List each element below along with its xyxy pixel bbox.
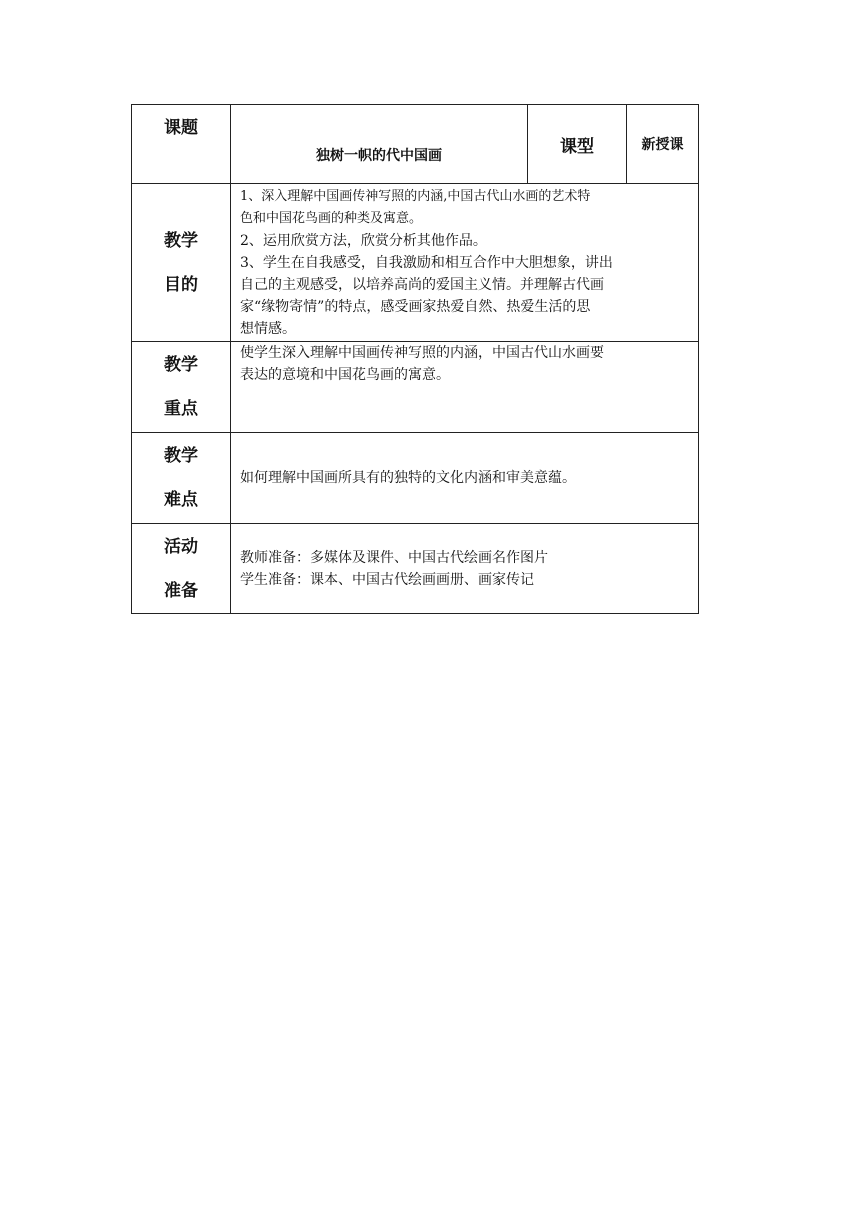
key-points-label-line: 重点 <box>164 399 198 419</box>
preparation-content <box>231 524 699 614</box>
difficulties-row <box>132 433 699 524</box>
lesson-title: 独树一帜的代中国画 <box>231 105 528 184</box>
key-points-line: 使学生深入理解中国画传神写照的内涵，中国古代山水画要 <box>240 345 604 361</box>
goals-label-line: 目的 <box>164 274 198 295</box>
key-points-label <box>132 342 231 433</box>
difficulties-line: 如何理解中国画所具有的独特的文化内涵和审美意蕴。 <box>240 470 576 486</box>
topic-label <box>132 105 231 184</box>
goals-line: 2、运用欣赏方法，欣赏分析其他作品。 <box>240 233 487 249</box>
preparation-row <box>132 524 699 614</box>
lesson-type-value: 新授课 <box>627 105 699 184</box>
key-points-content <box>231 342 699 433</box>
goals-line: 想情感。 <box>240 321 296 337</box>
goals-content <box>231 184 699 342</box>
key-points-line: 表达的意境和中国花鸟画的寓意。 <box>240 367 450 383</box>
preparation-line: 学生准备：课本、中国古代绘画画册、画家传记 <box>240 571 534 588</box>
goals-label <box>132 184 231 342</box>
difficulties-content <box>231 433 699 524</box>
difficulties-label-line: 教学 <box>164 446 198 466</box>
goals-label-line: 教学 <box>164 230 198 251</box>
goals-line: 1、深入理解中国画传神写照的内涵,中国古代山水画的艺术特 <box>240 189 591 204</box>
preparation-label-line: 活动 <box>164 536 198 557</box>
goals-row <box>132 184 699 342</box>
goals-line: 家“缘物寄情”的特点，感受画家热爱自然、热爱生活的思 <box>240 299 591 315</box>
difficulties-label <box>132 433 231 524</box>
key-points-row <box>132 342 699 433</box>
key-points-label-line: 教学 <box>164 355 198 375</box>
lesson-plan-table <box>131 104 699 614</box>
goals-line: 自己的主观感受，以培养高尚的爱国主义情。并理解古代画 <box>240 277 604 293</box>
goals-line: 3、学生在自我感受，自我激励和相互合作中大胆想象，讲出 <box>240 255 613 271</box>
goals-line: 色和中国花鸟画的种类及寓意。 <box>240 211 423 226</box>
preparation-label-line: 准备 <box>164 580 198 601</box>
header-row <box>132 105 699 184</box>
topic-label-text: 课题 <box>164 118 198 138</box>
preparation-label <box>132 524 231 614</box>
lesson-type-label: 课型 <box>528 105 627 184</box>
preparation-line: 教师准备：多媒体及课件、中国古代绘画名作图片 <box>240 549 548 566</box>
difficulties-label-line: 难点 <box>164 490 198 510</box>
